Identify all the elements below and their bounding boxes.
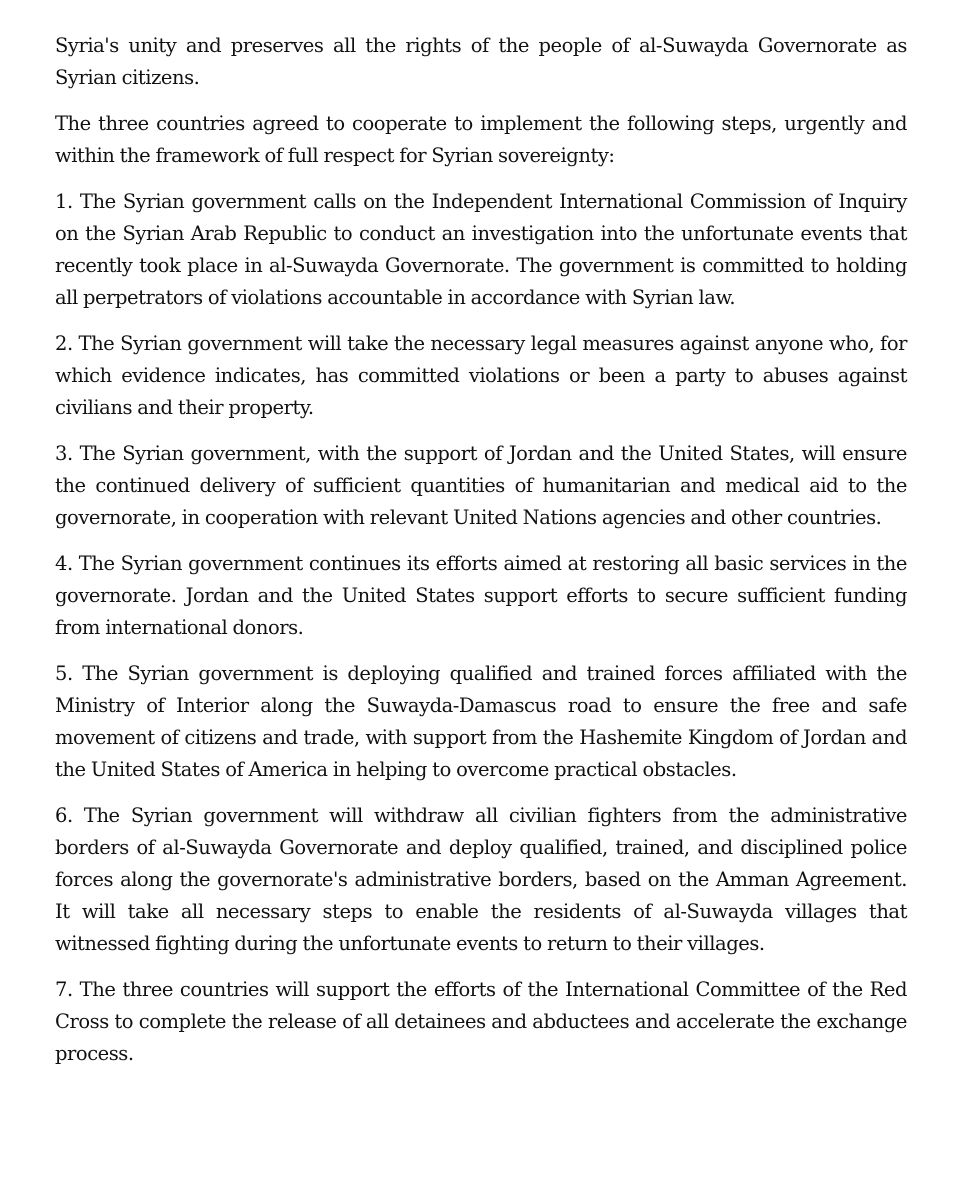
- paragraph-step-4: 4. The Syrian government continues its efforts aimed at restoring all basic services in the governorate. Jordan and the United States support efforts to secure sufficient funding from international donors.: [55, 552, 907, 639]
- paragraph-agreement-preamble: The three countries agreed to cooperate to implement the following steps, urgently and within the framework of full respect for Syrian sovereignty:: [55, 112, 907, 167]
- paragraph-step-2: 2. The Syrian government will take the necessary legal measures against anyone who, for which evidence indicates, has committed violations or been a party to abuses against civilians and their property.: [55, 332, 907, 419]
- paragraph-intro-continuation: Syria's unity and preserves all the rights of the people of al-Suwayda Governorate as Syrian citizens.: [55, 34, 907, 89]
- paragraph-step-7: 7. The three countries will support the efforts of the International Committee of the Red Cross to complete the release of all detainees and abductees and accelerate the exchange process.: [55, 978, 907, 1065]
- paragraph-step-5: 5. The Syrian government is deploying qualified and trained forces affiliated with the Ministry of Interior along the Suwayda-Damascus road to ensure the free and safe movement of citizens and trade, with support from the Hashemite Kingdom of Jordan and the United States of America in helping to overcome practical obstacles.: [55, 662, 907, 781]
- document-body: [55, 30, 907, 1084]
- paragraph-step-3: 3. The Syrian government, with the support of Jordan and the United States, will ensure the continued delivery of sufficient quantities of humanitarian and medical aid to the governorate, in cooperation with relevant United Nations agencies and other countries.: [55, 442, 907, 529]
- paragraph-step-1: 1. The Syrian government calls on the Independent International Commission of Inquiry on the Syrian Arab Republic to conduct an investigation into the unfortunate events that recently took place in al-Suwayda Governorate. The government is committed to holding all perpetrators of violations accountable in accordance with Syrian law.: [55, 190, 907, 309]
- paragraph-step-6: 6. The Syrian government will withdraw all civilian fighters from the administrative borders of al-Suwayda Governorate and deploy qualified, trained, and disciplined police forces along the governorate's administrative borders, based on the Amman Agreement. It will take all necessary steps to enable the residents of al-Suwayda villages that witnessed fighting during the unfortunate events to return to their villages.: [55, 804, 907, 955]
